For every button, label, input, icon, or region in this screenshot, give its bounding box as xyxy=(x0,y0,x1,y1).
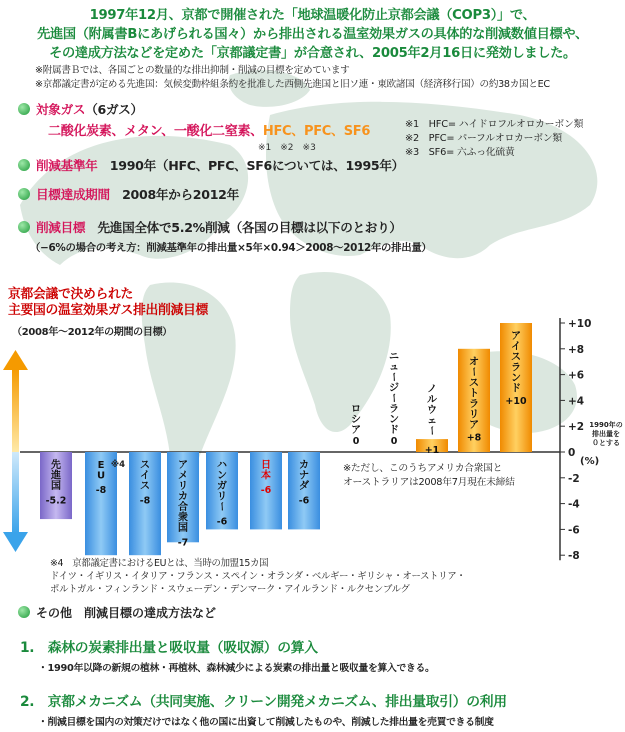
y-tick-label-1: +8 xyxy=(568,343,585,356)
bar-label-4 xyxy=(216,460,228,512)
annex-note-2: ※京都議定書が定める先進国：気候変動枠組条約を批准した西側先進国と旧ソ連・東欧諸国（経済移行国）の約38カ国とEC xyxy=(35,79,550,90)
gas-footnote-marks: ※1 ※2 ※3 xyxy=(258,143,316,153)
section-1-desc: ・1990年以降の新規の植林・再植林、森林減少による炭素の排出量と吸収量を算入できる。 xyxy=(38,663,435,674)
bar-label-11 xyxy=(511,331,521,395)
svg-text:ラ: ラ xyxy=(389,404,399,415)
svg-text:ー: ー xyxy=(215,501,227,512)
y-tick-label-9: -8 xyxy=(568,550,580,563)
eu-note-line-2: ドイツ・イギリス・イタリア・フランス・スペイン・オランダ・ベルギー・ギリシャ・オーストリア・ xyxy=(50,571,466,582)
y-tick-label-5: 0 xyxy=(568,447,576,459)
bar-value-3: -7 xyxy=(177,537,189,549)
svg-text:ス: ス xyxy=(140,481,150,492)
period-label: 目標達成期間 xyxy=(36,187,110,202)
baseline-note-0: 1990年の xyxy=(589,421,623,429)
other-row xyxy=(18,604,216,621)
svg-text:国: 国 xyxy=(178,523,188,534)
y-unit-label: (%) xyxy=(580,456,600,467)
section-1-title: 森林の炭素排出量と吸収量（吸収源）の算入 xyxy=(47,640,318,656)
svg-text:ノ: ノ xyxy=(427,384,437,396)
bar-value-0: -5.2 xyxy=(45,495,67,507)
svg-text:ド: ド xyxy=(389,425,399,436)
svg-text:ラ: ラ xyxy=(511,362,521,374)
svg-text:ラ: ラ xyxy=(469,398,479,410)
svg-text:ド: ド xyxy=(511,383,521,395)
bar-label-9 xyxy=(426,384,439,436)
bar-value-8: 0 xyxy=(390,436,398,447)
target-value: 先進国全体で5.2%削減（各国の目標は以下のとおり） xyxy=(97,220,402,235)
section-2-number: 2. xyxy=(20,694,35,710)
gas-list-red: 二酸化炭素、メタン、一酸化二窒素、 xyxy=(48,124,263,139)
svg-text:衆: 衆 xyxy=(178,512,188,524)
footnote-sf6: ※3 SF6= 六ふっ化硫黄 xyxy=(405,147,515,158)
bar-label-0 xyxy=(50,458,61,492)
target-note: （−6%の場合の考え方：削減基準年の排出量×5年×0.94＞2008〜2012年の排出量） xyxy=(30,242,432,254)
down-arrow-shaft xyxy=(12,452,19,534)
down-arrow-head xyxy=(3,532,28,552)
svg-text:U: U xyxy=(96,470,106,482)
svg-text:リ: リ xyxy=(217,491,227,503)
y-tick-label-8: -6 xyxy=(568,524,580,537)
target-gases-count: （6ガス） xyxy=(85,102,143,117)
svg-text:イ: イ xyxy=(140,470,150,482)
header-line-1: 1997年12月、京都で開催された「地球温暖化防止京都会議（COP3）」で、 xyxy=(89,8,536,23)
bar-value-5: -6 xyxy=(260,485,272,496)
svg-text:ガ: ガ xyxy=(217,481,227,492)
svg-text:リ: リ xyxy=(178,481,188,492)
svg-text:カ: カ xyxy=(178,491,188,503)
bar-label-6 xyxy=(299,459,310,492)
y-tick-label-4: +2 xyxy=(568,421,585,434)
svg-text:ー: ー xyxy=(387,372,399,382)
svg-text:オ: オ xyxy=(469,356,479,368)
chart-title-line-1: 京都会議で決められた xyxy=(8,287,133,302)
svg-text:ェ: ェ xyxy=(427,415,437,427)
base-year-value: 1990年（HFC、PFC、SF6については、1995年） xyxy=(109,158,404,173)
svg-text:合: 合 xyxy=(178,502,188,513)
bar-label-3 xyxy=(178,460,188,534)
svg-text:ロ: ロ xyxy=(351,404,361,415)
section-1 xyxy=(20,636,434,674)
svg-text:イ: イ xyxy=(511,341,521,353)
annex-note-1: ※附属書Ｂでは、各国ごとの数量的な排出抑制・削減の目標を定めています xyxy=(35,65,350,76)
y-tick-label-7: -4 xyxy=(568,498,580,511)
svg-text:ア: ア xyxy=(351,425,361,436)
chart-title-line-2: 主要国の温室効果ガス排出削減目標 xyxy=(8,303,208,318)
svg-text:カ: カ xyxy=(299,460,309,471)
chart-subtitle: （2008年〜2012年の期間の目標） xyxy=(12,327,172,338)
bar-value-4: -6 xyxy=(216,516,228,528)
up-arrow-head xyxy=(3,350,28,370)
bar-label-8 xyxy=(388,352,400,437)
section-2-desc: ・削減目標を国内の対策だけではなく他の国に出資して削減したものや、削減した排出量を売買できる制度 xyxy=(38,717,494,728)
header-line-3: その達成方法などを定めた「京都議定書」が合意され、2005年2月16日に発効しました。 xyxy=(49,46,576,61)
svg-text:ハ: ハ xyxy=(217,460,227,471)
svg-text:ン: ン xyxy=(217,470,227,482)
section-2-title: 京都メカニズム（共同実施、クリーン開発メカニズム、排出量取引）の利用 xyxy=(47,694,507,710)
bar-label-10 xyxy=(468,356,480,431)
target-gases-label: 対象ガス xyxy=(36,102,86,117)
bar-value-1: -8 xyxy=(95,485,107,496)
bar-value-6: -6 xyxy=(298,495,310,507)
svg-text:ア: ア xyxy=(511,331,521,342)
svg-text:ル: ル xyxy=(427,394,437,406)
bar-label-2 xyxy=(140,460,150,492)
y-tick-label-0: +10 xyxy=(568,318,592,330)
target-label: 削減目標 xyxy=(36,220,86,235)
eu-note-line-3: ポルトガル・フィンランド・スウェーデン・デンマーク・アイルランド・ルクセンブルグ xyxy=(50,584,410,595)
svg-text:本: 本 xyxy=(261,470,271,482)
gas-list-orange: HFC、PFC、SF6 xyxy=(262,124,371,139)
bar-value-11: +10 xyxy=(505,396,527,407)
us-note-line-1: ※ただし、このうちアメリカ合衆国と xyxy=(343,463,503,474)
svg-text:ス: ス xyxy=(511,352,521,363)
section-2 xyxy=(20,690,507,728)
svg-text:ア: ア xyxy=(178,460,188,471)
bullet-icon xyxy=(18,606,30,618)
svg-text:E: E xyxy=(97,460,105,471)
eu-note xyxy=(50,557,490,596)
svg-text:ス: ス xyxy=(140,460,150,471)
footnote-pfc: ※2 PFC= パーフルオロカーボン類 xyxy=(405,133,563,144)
svg-text:ダ: ダ xyxy=(299,481,309,492)
svg-text:リ: リ xyxy=(469,409,479,421)
up-arrow-shaft xyxy=(12,368,19,452)
footnote-hfc: ※1 HFC= ハイドロフルオロカーボン類 xyxy=(405,119,584,130)
us-australia-note xyxy=(343,462,563,490)
period-value: 2008年から2012年 xyxy=(122,187,239,202)
other-label: その他 xyxy=(36,606,73,620)
baseline-note-2: ０とする xyxy=(592,439,620,447)
svg-text:ナ: ナ xyxy=(299,470,309,482)
y-tick-label-3: +4 xyxy=(568,395,585,408)
other-value: 削減目標の達成方法など xyxy=(84,606,217,620)
eu-footnote-mark: ※4 xyxy=(110,460,126,470)
bar-value-7: 0 xyxy=(352,436,360,447)
svg-text:ニ: ニ xyxy=(389,351,399,363)
bar-value-9: +1 xyxy=(424,445,440,456)
svg-text:先: 先 xyxy=(51,460,61,471)
svg-text:ウ: ウ xyxy=(427,405,437,417)
section-1-number: 1. xyxy=(20,640,35,656)
bar-value-2: -8 xyxy=(139,495,151,507)
svg-text:シ: シ xyxy=(351,414,361,426)
svg-text:ー: ー xyxy=(467,366,479,377)
bar-label-7 xyxy=(351,404,361,436)
svg-text:国: 国 xyxy=(51,481,61,492)
bar-label-1 xyxy=(97,460,105,482)
y-tick-label-2: +6 xyxy=(568,369,585,382)
y-tick-label-6: -2 xyxy=(568,472,580,485)
svg-text:ン: ン xyxy=(511,373,521,384)
svg-text:ー: ー xyxy=(425,425,437,436)
svg-text:ス: ス xyxy=(469,377,479,389)
us-note-line-2: オーストラリアは2008年7月現在未締結 xyxy=(343,477,515,488)
header-line-2: 先進国（附属書Bにあげられる国々）から排出される温室効果ガスの具体的な削減数値目標や、 xyxy=(37,27,588,42)
svg-text:ン: ン xyxy=(389,414,399,426)
baseline-note-1: 排出量を xyxy=(592,430,620,438)
base-year-label: 削減基準年 xyxy=(36,158,98,173)
svg-text:進: 進 xyxy=(51,470,61,482)
svg-text:ジ: ジ xyxy=(389,383,399,394)
bar-value-10: +8 xyxy=(466,432,482,444)
svg-text:メ: メ xyxy=(178,470,188,482)
bar-label-5 xyxy=(261,459,271,482)
eu-note-line-1: ※4 京都議定書におけるEUとは、当時の加盟15カ国 xyxy=(50,558,269,569)
svg-text:ア: ア xyxy=(469,419,479,431)
svg-text:日: 日 xyxy=(261,460,271,471)
svg-text:ト: ト xyxy=(469,388,479,400)
svg-text:ュ: ュ xyxy=(389,362,399,373)
svg-text:ー: ー xyxy=(387,393,399,403)
